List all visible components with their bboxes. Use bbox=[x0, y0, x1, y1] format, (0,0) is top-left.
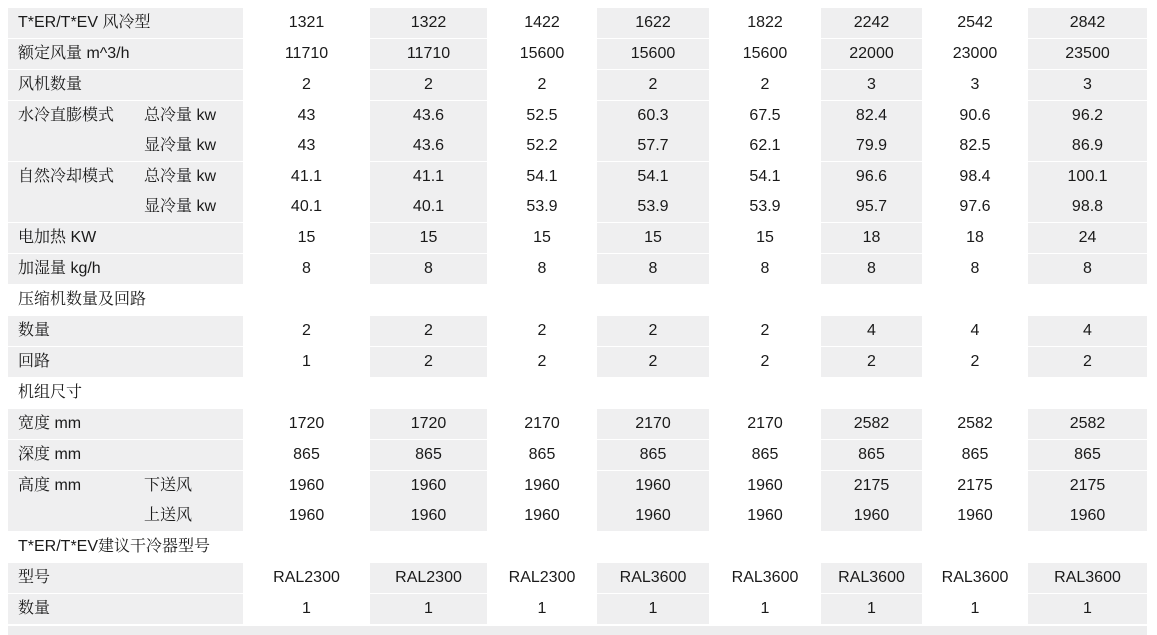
height-up-value: 1960 bbox=[1028, 501, 1147, 532]
water-cooling-sensible-value: 52.2 bbox=[487, 131, 597, 162]
height-up-label: 上送风 bbox=[144, 501, 243, 532]
depth-value: 865 bbox=[821, 440, 922, 471]
free-cooling-total-value: 54.1 bbox=[597, 162, 709, 193]
dry-cooler-model-value: RAL3600 bbox=[1028, 563, 1147, 594]
humidification-value: 8 bbox=[1028, 254, 1147, 285]
fan-count-value: 3 bbox=[1028, 70, 1147, 101]
free-cooling-row-1 bbox=[8, 162, 1147, 193]
compressor-circuit-value: 2 bbox=[709, 347, 821, 378]
compressor-circuit-value: 2 bbox=[922, 347, 1028, 378]
spec-table bbox=[8, 8, 1147, 625]
water-cooling-sensible-value: 57.7 bbox=[597, 131, 709, 162]
fan-count-value: 2 bbox=[487, 70, 597, 101]
fan-count-value: 3 bbox=[922, 70, 1028, 101]
dry-cooler-model-value: RAL2300 bbox=[243, 563, 370, 594]
width-value: 1720 bbox=[243, 409, 370, 440]
depth-value: 865 bbox=[370, 440, 487, 471]
compressor-count-value: 4 bbox=[922, 316, 1028, 347]
dry-cooler-model-label: 型号 bbox=[8, 563, 243, 594]
water-cooling-sensible-value: 43.6 bbox=[370, 131, 487, 162]
depth-value: 865 bbox=[922, 440, 1028, 471]
electric-heater-value: 18 bbox=[922, 223, 1028, 254]
free-cooling-sensible-value: 53.9 bbox=[487, 192, 597, 223]
height-up-value: 1960 bbox=[709, 501, 821, 532]
height-down-value: 1960 bbox=[709, 471, 821, 502]
electric-heater-value: 15 bbox=[487, 223, 597, 254]
width-label: 宽度 mm bbox=[8, 409, 243, 440]
free-cooling-total-value: 54.1 bbox=[709, 162, 821, 193]
water-cooling-total-value: 90.6 bbox=[922, 101, 1028, 132]
depth-value: 865 bbox=[487, 440, 597, 471]
width-value: 2170 bbox=[709, 409, 821, 440]
height-down-value: 2175 bbox=[1028, 471, 1147, 502]
compressor-section-row bbox=[8, 285, 1147, 316]
humidification-value: 8 bbox=[821, 254, 922, 285]
dimensions-section-title: 机组尺寸 bbox=[8, 378, 1147, 409]
airflow-value: 15600 bbox=[487, 39, 597, 70]
electric-heater-row bbox=[8, 223, 1147, 254]
model-header: 1622 bbox=[597, 8, 709, 39]
airflow-value: 11710 bbox=[370, 39, 487, 70]
free-cooling-sensible-value: 97.6 bbox=[922, 192, 1028, 223]
water-cooling-total-value: 43 bbox=[243, 101, 370, 132]
dry-cooler-model-value: RAL2300 bbox=[370, 563, 487, 594]
dry-cooler-count-value: 1 bbox=[709, 594, 821, 625]
compressor-circuit-row bbox=[8, 347, 1147, 378]
free-cooling-total-value: 41.1 bbox=[370, 162, 487, 193]
water-cooling-sensible-value: 43 bbox=[243, 131, 370, 162]
humidification-value: 8 bbox=[709, 254, 821, 285]
height-up-value: 1960 bbox=[922, 501, 1028, 532]
header-row bbox=[8, 8, 1147, 39]
free-cooling-sensible-value: 95.7 bbox=[821, 192, 922, 223]
water-cooling-sensible-value: 86.9 bbox=[1028, 131, 1147, 162]
airflow-value: 15600 bbox=[709, 39, 821, 70]
bottom-strip bbox=[8, 626, 1147, 635]
fan-count-value: 3 bbox=[821, 70, 922, 101]
humidification-value: 8 bbox=[243, 254, 370, 285]
water-cooling-total-label: 总冷量 kw bbox=[144, 101, 243, 132]
water-cooling-sensible-label: 显冷量 kw bbox=[144, 131, 243, 162]
height-up-value: 1960 bbox=[243, 501, 370, 532]
compressor-count-value: 2 bbox=[709, 316, 821, 347]
water-cooling-sensible-value: 82.5 bbox=[922, 131, 1028, 162]
water-cooling-total-value: 67.5 bbox=[709, 101, 821, 132]
width-row bbox=[8, 409, 1147, 440]
height-down-label: 下送风 bbox=[144, 471, 243, 502]
free-cooling-total-value: 96.6 bbox=[821, 162, 922, 193]
humidification-row bbox=[8, 254, 1147, 285]
free-cooling-sensible-value: 40.1 bbox=[370, 192, 487, 223]
model-header: 1422 bbox=[487, 8, 597, 39]
height-up-value: 1960 bbox=[821, 501, 922, 532]
free-cooling-total-value: 54.1 bbox=[487, 162, 597, 193]
free-cooling-total-value: 41.1 bbox=[243, 162, 370, 193]
water-cooling-sensible-value: 79.9 bbox=[821, 131, 922, 162]
compressor-count-value: 2 bbox=[597, 316, 709, 347]
height-down-value: 1960 bbox=[597, 471, 709, 502]
dry-cooler-count-value: 1 bbox=[487, 594, 597, 625]
depth-value: 865 bbox=[709, 440, 821, 471]
width-value: 2170 bbox=[487, 409, 597, 440]
dry-cooler-model-value: RAL3600 bbox=[922, 563, 1028, 594]
compressor-count-value: 4 bbox=[1028, 316, 1147, 347]
depth-label: 深度 mm bbox=[8, 440, 243, 471]
water-cooling-sensible-value: 62.1 bbox=[709, 131, 821, 162]
airflow-value: 22000 bbox=[821, 39, 922, 70]
free-cooling-sensible-value: 98.8 bbox=[1028, 192, 1147, 223]
water-cooling-label: 水冷直膨模式 bbox=[8, 101, 144, 132]
electric-heater-value: 15 bbox=[709, 223, 821, 254]
model-header: 1822 bbox=[709, 8, 821, 39]
width-value: 2582 bbox=[821, 409, 922, 440]
water-cooling-total-value: 43.6 bbox=[370, 101, 487, 132]
electric-heater-value: 15 bbox=[370, 223, 487, 254]
width-value: 2582 bbox=[1028, 409, 1147, 440]
electric-heater-value: 18 bbox=[821, 223, 922, 254]
compressor-count-value: 2 bbox=[370, 316, 487, 347]
model-header: 1321 bbox=[243, 8, 370, 39]
water-cooling-row-1 bbox=[8, 101, 1147, 132]
humidification-value: 8 bbox=[597, 254, 709, 285]
dry-cooler-count-value: 1 bbox=[922, 594, 1028, 625]
depth-row bbox=[8, 440, 1147, 471]
fan-count-row bbox=[8, 70, 1147, 101]
electric-heater-value: 15 bbox=[243, 223, 370, 254]
compressor-circuit-label: 回路 bbox=[8, 347, 243, 378]
water-cooling-label-spacer bbox=[8, 131, 144, 162]
water-cooling-total-value: 60.3 bbox=[597, 101, 709, 132]
height-row-1 bbox=[8, 471, 1147, 502]
height-down-value: 2175 bbox=[922, 471, 1028, 502]
compressor-count-value: 4 bbox=[821, 316, 922, 347]
height-down-value: 1960 bbox=[243, 471, 370, 502]
width-value: 2582 bbox=[922, 409, 1028, 440]
compressor-circuit-value: 2 bbox=[487, 347, 597, 378]
free-cooling-sensible-value: 53.9 bbox=[597, 192, 709, 223]
dry-cooler-count-value: 1 bbox=[597, 594, 709, 625]
airflow-value: 23500 bbox=[1028, 39, 1147, 70]
model-header: 2542 bbox=[922, 8, 1028, 39]
electric-heater-value: 15 bbox=[597, 223, 709, 254]
humidification-value: 8 bbox=[370, 254, 487, 285]
dry-cooler-count-value: 1 bbox=[1028, 594, 1147, 625]
free-cooling-sensible-value: 53.9 bbox=[709, 192, 821, 223]
height-down-value: 1960 bbox=[487, 471, 597, 502]
model-header: 2842 bbox=[1028, 8, 1147, 39]
fan-count-value: 2 bbox=[597, 70, 709, 101]
free-cooling-total-label: 总冷量 kw bbox=[144, 162, 243, 193]
free-cooling-label: 自然冷却模式 bbox=[8, 162, 144, 193]
spec-table-container bbox=[8, 8, 1147, 625]
dry-cooler-count-value: 1 bbox=[821, 594, 922, 625]
height-label-spacer bbox=[8, 501, 144, 532]
compressor-circuit-value: 2 bbox=[821, 347, 922, 378]
dry-cooler-section-title: T*ER/T*EV建议干冷器型号 bbox=[8, 532, 1147, 563]
fan-count-value: 2 bbox=[243, 70, 370, 101]
airflow-value: 15600 bbox=[597, 39, 709, 70]
compressor-count-value: 2 bbox=[487, 316, 597, 347]
dry-cooler-model-value: RAL3600 bbox=[709, 563, 821, 594]
airflow-label: 额定风量 m^3/h bbox=[8, 39, 243, 70]
electric-heater-label: 电加热 KW bbox=[8, 223, 243, 254]
dry-cooler-count-row bbox=[8, 594, 1147, 625]
height-down-value: 1960 bbox=[370, 471, 487, 502]
dry-cooler-count-value: 1 bbox=[370, 594, 487, 625]
humidification-value: 8 bbox=[487, 254, 597, 285]
airflow-row bbox=[8, 39, 1147, 70]
water-cooling-total-value: 96.2 bbox=[1028, 101, 1147, 132]
free-cooling-sensible-label: 显冷量 kw bbox=[144, 192, 243, 223]
height-up-value: 1960 bbox=[370, 501, 487, 532]
compressor-circuit-value: 2 bbox=[597, 347, 709, 378]
water-cooling-total-value: 82.4 bbox=[821, 101, 922, 132]
compressor-count-row bbox=[8, 316, 1147, 347]
height-down-value: 2175 bbox=[821, 471, 922, 502]
dry-cooler-model-row bbox=[8, 563, 1147, 594]
water-cooling-row-2 bbox=[8, 131, 1147, 162]
height-up-value: 1960 bbox=[597, 501, 709, 532]
free-cooling-row-2 bbox=[8, 192, 1147, 223]
humidification-value: 8 bbox=[922, 254, 1028, 285]
compressor-circuit-value: 2 bbox=[370, 347, 487, 378]
fan-count-value: 2 bbox=[709, 70, 821, 101]
airflow-value: 11710 bbox=[243, 39, 370, 70]
height-up-value: 1960 bbox=[487, 501, 597, 532]
height-label: 高度 mm bbox=[8, 471, 144, 502]
model-header: 1322 bbox=[370, 8, 487, 39]
free-cooling-total-value: 98.4 bbox=[922, 162, 1028, 193]
depth-value: 865 bbox=[1028, 440, 1147, 471]
electric-heater-value: 24 bbox=[1028, 223, 1147, 254]
dry-cooler-count-label: 数量 bbox=[8, 594, 243, 625]
compressor-count-value: 2 bbox=[243, 316, 370, 347]
width-value: 2170 bbox=[597, 409, 709, 440]
fan-count-value: 2 bbox=[370, 70, 487, 101]
water-cooling-total-value: 52.5 bbox=[487, 101, 597, 132]
dry-cooler-model-value: RAL3600 bbox=[821, 563, 922, 594]
dry-cooler-count-value: 1 bbox=[243, 594, 370, 625]
compressor-section-title: 压缩机数量及回路 bbox=[8, 285, 1147, 316]
free-cooling-label-spacer bbox=[8, 192, 144, 223]
model-header: 2242 bbox=[821, 8, 922, 39]
compressor-count-label: 数量 bbox=[8, 316, 243, 347]
fan-count-label: 风机数量 bbox=[8, 70, 243, 101]
compressor-circuit-value: 2 bbox=[1028, 347, 1147, 378]
header-label: T*ER/T*EV 风冷型 bbox=[8, 8, 243, 39]
depth-value: 865 bbox=[243, 440, 370, 471]
free-cooling-sensible-value: 40.1 bbox=[243, 192, 370, 223]
dry-cooler-section-row bbox=[8, 532, 1147, 563]
dry-cooler-model-value: RAL2300 bbox=[487, 563, 597, 594]
dimensions-section-row bbox=[8, 378, 1147, 409]
width-value: 1720 bbox=[370, 409, 487, 440]
dry-cooler-model-value: RAL3600 bbox=[597, 563, 709, 594]
airflow-value: 23000 bbox=[922, 39, 1028, 70]
humidification-label: 加湿量 kg/h bbox=[8, 254, 243, 285]
compressor-circuit-value: 1 bbox=[243, 347, 370, 378]
free-cooling-total-value: 100.1 bbox=[1028, 162, 1147, 193]
height-row-2 bbox=[8, 501, 1147, 532]
depth-value: 865 bbox=[597, 440, 709, 471]
